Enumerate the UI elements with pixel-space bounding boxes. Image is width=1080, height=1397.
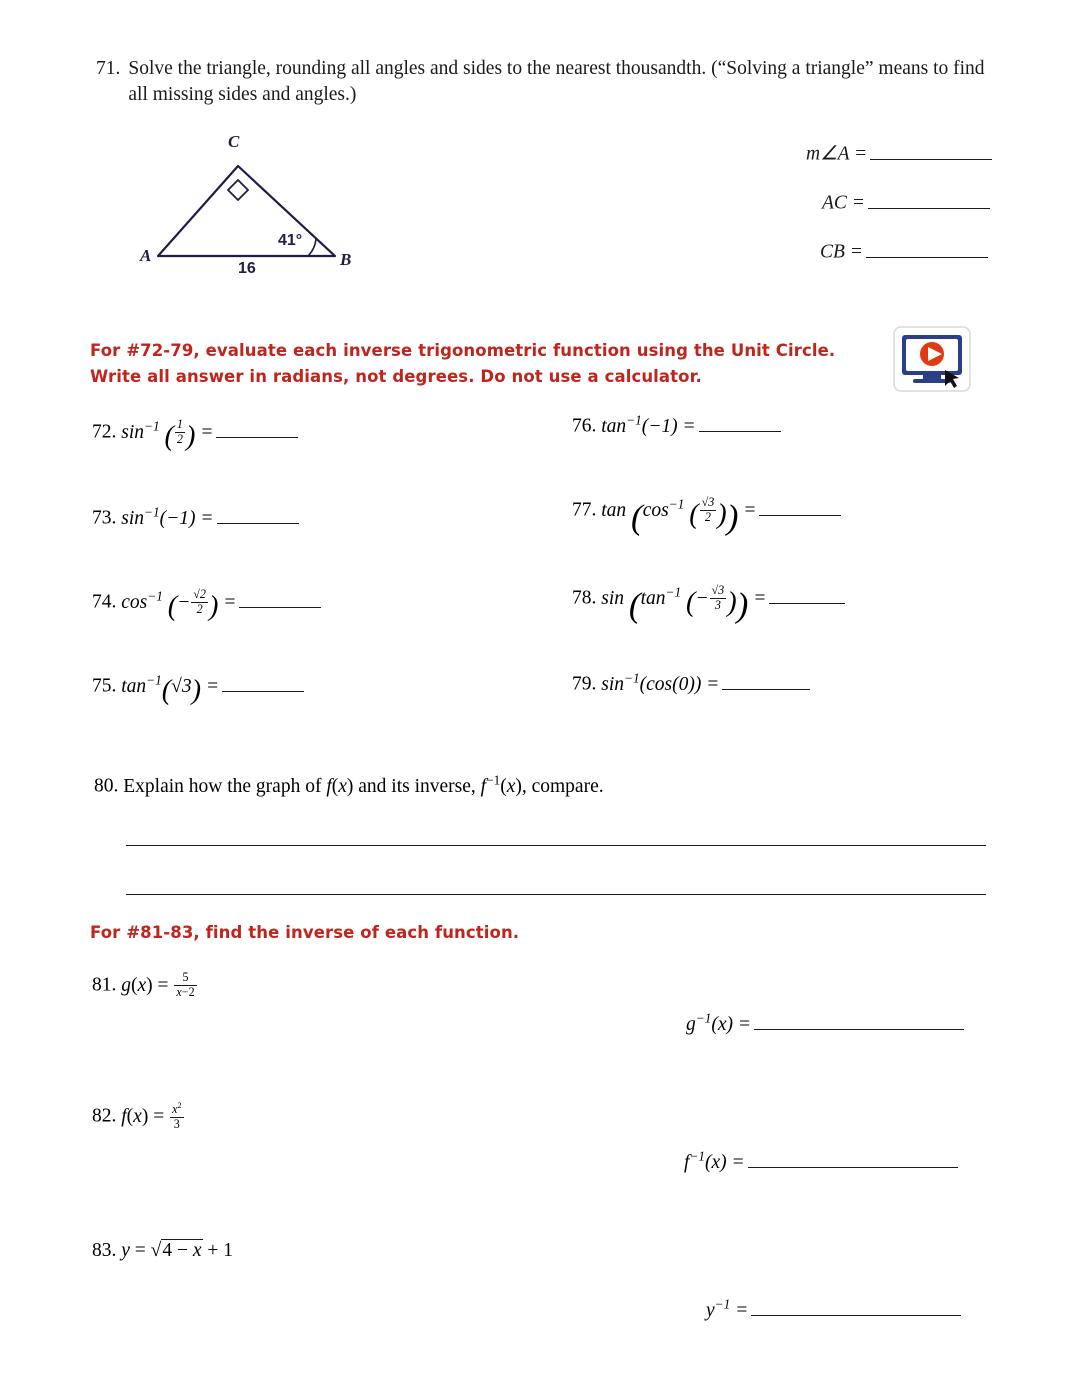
- item-72-expression: $\sin^{-1}$ ( $\frac{1}{2}$ ) =: [121, 417, 214, 452]
- item-78: [572, 584, 845, 625]
- item-81-number: 81.: [92, 974, 117, 996]
- answer-ac-label: AC =: [822, 192, 865, 214]
- item-77-blank[interactable]: [759, 496, 841, 516]
- answer-ac: [822, 189, 990, 215]
- item-81-answer-blank[interactable]: [754, 1010, 964, 1030]
- answer-ac-blank[interactable]: [868, 189, 990, 209]
- vertex-label-c: C: [228, 132, 240, 151]
- item-83-number: 83.: [92, 1240, 117, 1261]
- item-75-expression: $\tan^{-1}(√3)$ =: [121, 672, 220, 706]
- answer-line-80-2[interactable]: [126, 894, 986, 895]
- answer-cb: [820, 238, 988, 264]
- item-74-expression: $\cos^{-1}$ (− $\frac{√2}{2}$ ) =: [121, 587, 237, 622]
- problem-71-number: 71.: [96, 58, 121, 79]
- answer-mangle-a-blank[interactable]: [870, 140, 992, 160]
- item-79-number: 79.: [572, 673, 597, 695]
- item-77-number: 77.: [572, 499, 597, 521]
- instruction-81-83: For #81-83, find the inverse of each function.: [90, 923, 520, 942]
- item-78-number: 78.: [572, 587, 597, 609]
- computer-monitor-icon: [893, 326, 971, 392]
- item-73-number: 73.: [92, 507, 117, 529]
- item-82: [92, 1102, 185, 1132]
- item-82-number: 82.: [92, 1105, 117, 1127]
- vertex-label-a: A: [140, 246, 152, 265]
- item-81: [92, 972, 198, 1000]
- problem-71: [96, 56, 996, 109]
- item-79-expression: $\sin^{-1}(\cos(0))$ =: [601, 670, 720, 695]
- item-72-number: 72.: [92, 421, 117, 443]
- item-75: [92, 672, 304, 707]
- item-73-blank[interactable]: [217, 504, 299, 524]
- item-77: [572, 496, 841, 537]
- item-76-expression: $\tan^{-1}(-1)$ =: [601, 412, 696, 437]
- item-75-number: 75.: [92, 675, 117, 697]
- item-79: [572, 670, 810, 696]
- item-78-blank[interactable]: [769, 584, 845, 604]
- item-74-number: 74.: [92, 591, 117, 613]
- item-74-blank[interactable]: [239, 588, 321, 608]
- item-83-answer-blank[interactable]: [751, 1296, 961, 1316]
- problem-80-number: 80.: [94, 775, 119, 797]
- item-83-answer-label: $y^{-1}$ =: [706, 1296, 749, 1321]
- answer-cb-label: CB =: [820, 241, 863, 263]
- item-83-expression: y = √4 − x + 1: [121, 1240, 234, 1261]
- item-72: [92, 418, 298, 453]
- item-73-expression: $\sin^{-1}(-1)$ =: [121, 504, 214, 529]
- item-77-expression: $\tan (\cos^{-1}$ ( $\frac{√3}{2}$ )) =: [601, 495, 757, 536]
- item-74: [92, 588, 321, 623]
- item-76-number: 76.: [572, 415, 597, 437]
- answer-mangle-a: [806, 140, 992, 166]
- answer-cb-blank[interactable]: [866, 238, 988, 258]
- item-82-answer-blank[interactable]: [748, 1148, 958, 1168]
- problem-80-text: Explain how the graph of f(x) and its inverse, $f^{-1}(x)$, compare.: [123, 772, 604, 797]
- item-76: [572, 412, 781, 438]
- item-81-answer: [686, 1010, 964, 1036]
- item-82-expression: f(x) = $\frac{x^2}{3}$: [121, 1101, 182, 1131]
- item-75-blank[interactable]: [222, 672, 304, 692]
- item-81-expression: g(x) = $\frac{5}{x-2}$: [121, 970, 195, 999]
- answer-line-80-1[interactable]: [126, 845, 986, 846]
- item-82-answer-label: $f^{-1}(x)$ =: [684, 1148, 745, 1173]
- item-82-answer: [684, 1148, 958, 1174]
- item-83-answer: [706, 1296, 961, 1322]
- problem-80: [94, 772, 604, 798]
- vertex-label-b: B: [340, 250, 352, 269]
- item-73: [92, 504, 299, 530]
- item-76-blank[interactable]: [699, 412, 781, 432]
- item-72-blank[interactable]: [216, 418, 298, 438]
- item-81-answer-label: $g^{-1}(x)$ =: [686, 1010, 752, 1035]
- item-78-expression: $\sin (\tan^{-1}$ (− $\frac{√3}{3}$ )) =: [601, 583, 767, 624]
- angle-b-measure: 41°: [278, 232, 303, 249]
- answer-mangle-a-label: m∠A =: [806, 143, 868, 165]
- problem-71-text: Solve the triangle, rounding all angles and sides to the nearest thousandth. (“Solving a triangle” means to find all missing sides and angles.): [128, 58, 985, 106]
- item-83: [92, 1240, 233, 1262]
- side-ab-length: 16: [238, 260, 256, 277]
- item-79-blank[interactable]: [722, 670, 810, 690]
- triangle-figure: [140, 132, 390, 286]
- instruction-72-79: For #72-79, evaluate each inverse trigonometric function using the Unit Circle. Write all answer in radians, not degrees. Do not use a calculator.: [90, 341, 836, 386]
- triangle-svg: [140, 138, 390, 286]
